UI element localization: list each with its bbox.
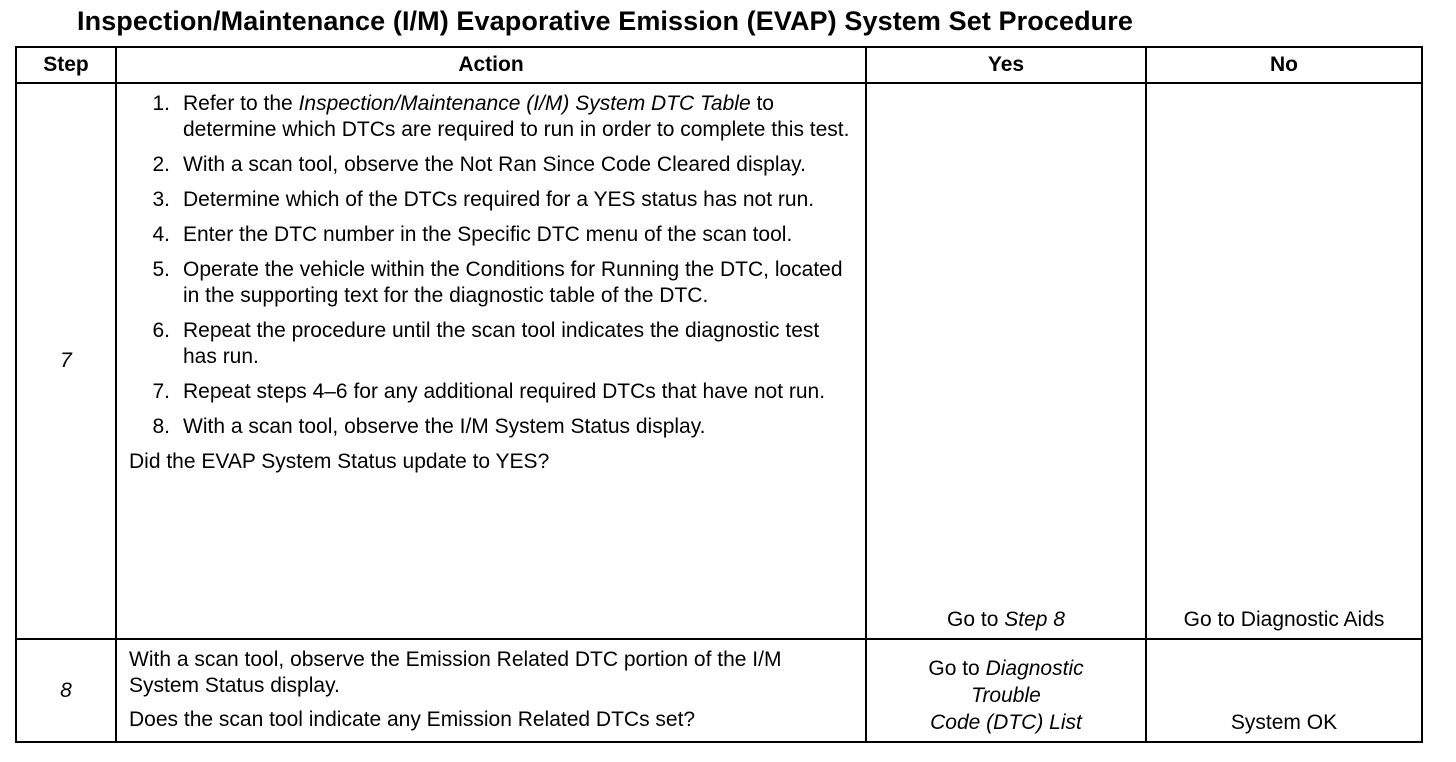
step-question: Did the EVAP System Status update to YES? xyxy=(129,450,550,473)
list-item xyxy=(129,222,857,248)
header-yes: Yes xyxy=(866,47,1146,83)
list-item-number: 1. xyxy=(152,92,170,115)
dtc-list-link-part-1[interactable]: Diagnostic xyxy=(985,657,1084,680)
header-action: Action xyxy=(116,47,866,83)
list-item-number: 7. xyxy=(152,380,170,403)
list-item-number: 6. xyxy=(152,319,170,342)
table-reference-link[interactable]: Inspection/Maintenance (I/M) System DTC Table xyxy=(298,92,751,115)
list-item xyxy=(129,379,857,405)
action-cell xyxy=(116,639,866,742)
no-result xyxy=(1146,83,1422,639)
step-question: Does the scan tool indicate any Emission Related DTCs set? xyxy=(129,708,696,731)
list-item-number: 2. xyxy=(152,153,170,176)
step-instruction: With a scan tool, observe the Emission Related DTC portion of the I/M System Status display. xyxy=(129,648,782,697)
dtc-list-link-part-3[interactable]: Code (DTC) List xyxy=(930,711,1082,734)
yes-prefix: Go to xyxy=(947,608,1005,631)
table-header-row xyxy=(16,47,1422,83)
list-item-number: 3. xyxy=(152,188,170,211)
list-item-text: Repeat the procedure until the scan tool indicates the diagnostic test has run. xyxy=(183,319,820,368)
yes-prefix: Go to xyxy=(928,657,986,680)
table-row-step-7 xyxy=(16,83,1422,639)
list-item-text: Enter the DTC number in the Specific DTC menu of the scan tool. xyxy=(183,223,793,246)
list-item xyxy=(129,91,857,143)
header-step: Step xyxy=(16,47,116,83)
dtc-list-link-part-2[interactable]: Trouble xyxy=(971,684,1041,707)
list-item-number: 4. xyxy=(152,223,170,246)
list-item xyxy=(129,187,857,213)
list-item xyxy=(129,257,857,309)
action-steps-list xyxy=(129,91,857,440)
yes-result xyxy=(866,639,1146,742)
list-item-text xyxy=(183,91,857,143)
page-title: Inspection/Maintenance (I/M) Evaporative Emission (EVAP) System Set Procedure xyxy=(77,6,1133,36)
list-item xyxy=(129,414,857,440)
list-item-number: 8. xyxy=(152,415,170,438)
list-item-text: Operate the vehicle within the Conditions for Running the DTC, located in the supporting text for the diagnostic table of the DTC. xyxy=(183,258,843,307)
system-ok-text: System OK xyxy=(1230,711,1338,734)
list-item-text: With a scan tool, observe the Not Ran Since Code Cleared display. xyxy=(183,153,806,176)
step-number: 8 xyxy=(16,639,116,742)
no-result xyxy=(1146,639,1422,742)
yes-result xyxy=(866,83,1146,639)
action-cell xyxy=(116,83,866,639)
list-item-text: Determine which of the DTCs required for a YES status has not run. xyxy=(183,188,815,211)
procedure-table xyxy=(15,46,1423,743)
go-to-step-8-link[interactable]: Step 8 xyxy=(1004,608,1065,631)
text-fragment: Refer to the xyxy=(183,92,299,115)
table-row-step-8 xyxy=(16,639,1422,742)
list-item-number: 5. xyxy=(152,258,170,281)
text-fragment: to determine which DTCs are required to run in order to complete this test. xyxy=(183,92,850,141)
step-number: 7 xyxy=(16,83,116,639)
list-item xyxy=(129,152,857,178)
go-to-diagnostic-aids-link[interactable]: Go to Diagnostic Aids xyxy=(1183,608,1385,631)
header-no: No xyxy=(1146,47,1422,83)
list-item xyxy=(129,318,857,370)
list-item-text: With a scan tool, observe the I/M System Status display. xyxy=(183,415,706,438)
list-item-text: Repeat steps 4–6 for any additional required DTCs that have not run. xyxy=(183,380,826,403)
